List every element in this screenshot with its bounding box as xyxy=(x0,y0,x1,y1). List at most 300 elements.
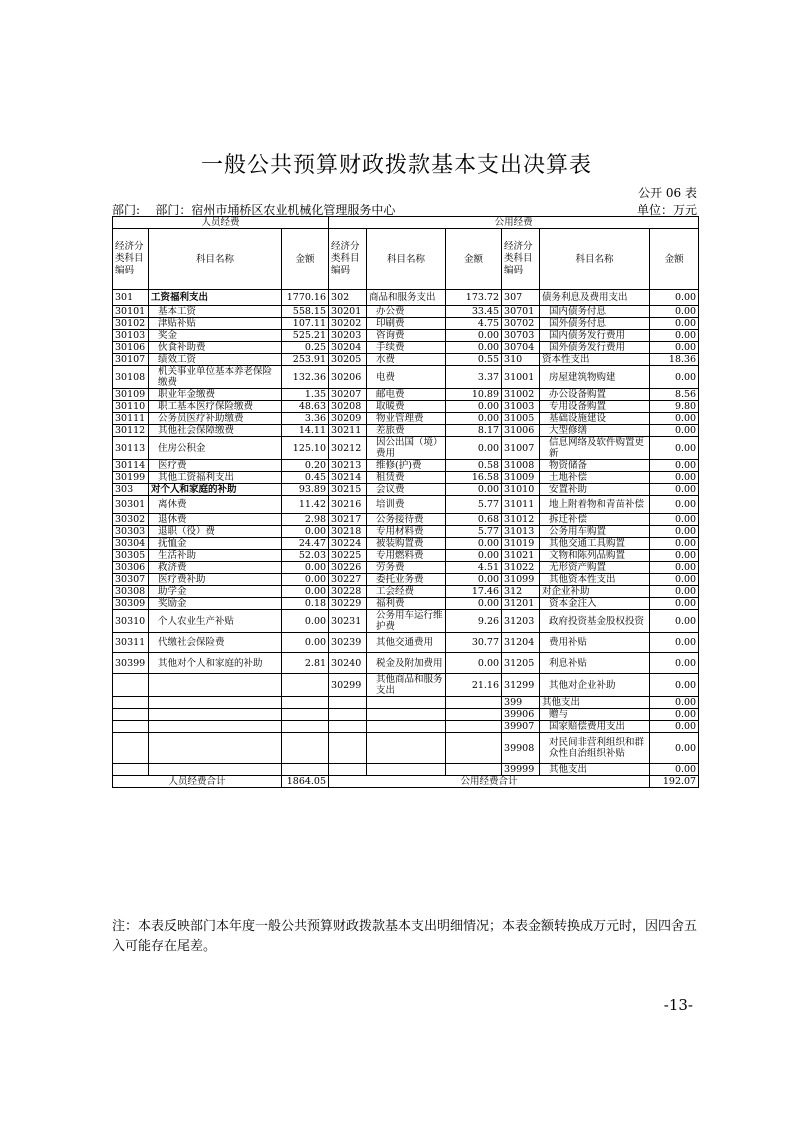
table-row xyxy=(113,550,699,562)
dept-name: 部门：宿州市埇桥区农业机械化管理服务中心 xyxy=(155,203,396,217)
row-item-name: 对民间非营利组织和群众性自治组织补贴 xyxy=(540,733,650,764)
row-item-name: 政府投资基金股权投资 xyxy=(540,610,650,633)
row-amount xyxy=(446,764,502,776)
row-item-name: 其他商品和服务支出 xyxy=(367,674,446,697)
row-code: 303 xyxy=(113,484,149,496)
row-code: 30103 xyxy=(113,330,149,342)
row-item-name: 救济费 xyxy=(149,562,282,574)
row-code: 30307 xyxy=(113,574,149,586)
row-amount: 0.58 xyxy=(446,460,502,472)
row-amount: 0.00 xyxy=(650,472,699,484)
row-code xyxy=(329,733,367,764)
row-item-name: 公务用车购置 xyxy=(540,526,650,538)
row-code xyxy=(113,709,149,721)
row-amount: 0.00 xyxy=(650,653,699,674)
table-row xyxy=(113,472,699,484)
row-code: 30304 xyxy=(113,538,149,550)
row-item-name: 国外债务付息 xyxy=(540,318,650,330)
row-item-name: 退职（役）费 xyxy=(149,526,282,538)
row-item-name xyxy=(367,733,446,764)
row-amount: 0.00 xyxy=(650,586,699,598)
row-item-name: 债务利息及费用支出 xyxy=(540,290,650,306)
row-item-name: 生活补助 xyxy=(149,550,282,562)
table-body xyxy=(113,290,699,776)
table-row xyxy=(113,697,699,709)
row-code: 30305 xyxy=(113,550,149,562)
row-code: 31012 xyxy=(502,514,540,526)
row-amount: 0.00 xyxy=(650,290,699,306)
row-amount: 9.26 xyxy=(446,610,502,633)
row-item-name xyxy=(367,764,446,776)
row-amount: 132.36 xyxy=(282,366,329,389)
row-item-name xyxy=(149,733,282,764)
row-code: 31021 xyxy=(502,550,540,562)
row-code: 30308 xyxy=(113,586,149,598)
row-amount: 173.72 xyxy=(446,290,502,306)
row-code xyxy=(113,697,149,709)
row-amount: 0.55 xyxy=(446,354,502,366)
public-total-label: 公用经费合计 xyxy=(329,776,650,788)
row-code: 31007 xyxy=(502,437,540,460)
row-amount: 0.00 xyxy=(446,342,502,354)
row-code: 30228 xyxy=(329,586,367,598)
row-amount: 0.00 xyxy=(650,610,699,633)
row-item-name: 维修(护)费 xyxy=(367,460,446,472)
row-code: 30112 xyxy=(113,425,149,437)
row-amount xyxy=(446,721,502,733)
row-amount: 0.00 xyxy=(650,496,699,514)
table-row xyxy=(113,401,699,413)
row-item-name: 安置补助 xyxy=(540,484,650,496)
row-code: 30215 xyxy=(329,484,367,496)
row-amount: 0.00 xyxy=(650,562,699,574)
col-header-name: 科目名称 xyxy=(367,229,446,290)
row-amount: 525.21 xyxy=(282,330,329,342)
row-item-name: 伙食补助费 xyxy=(149,342,282,354)
row-code: 31009 xyxy=(502,472,540,484)
row-code: 31008 xyxy=(502,460,540,472)
row-item-name: 被装购置费 xyxy=(367,538,446,550)
row-item-name: 水费 xyxy=(367,354,446,366)
row-amount: 0.00 xyxy=(282,526,329,538)
row-item-name xyxy=(149,709,282,721)
row-item-name: 租赁费 xyxy=(367,472,446,484)
row-code: 39999 xyxy=(502,764,540,776)
row-amount: 0.00 xyxy=(282,586,329,598)
col-header-code: 经济分类科目编码 xyxy=(329,229,367,290)
row-item-name: 地上附着物和青苗补偿 xyxy=(540,496,650,514)
row-item-name: 土地补偿 xyxy=(540,472,650,484)
row-amount: 107.11 xyxy=(282,318,329,330)
row-amount: 0.00 xyxy=(650,764,699,776)
page-number: -13- xyxy=(663,996,693,1014)
table-row xyxy=(113,354,699,366)
row-item-name: 电费 xyxy=(367,366,446,389)
table-row xyxy=(113,514,699,526)
row-amount: 0.00 xyxy=(650,366,699,389)
row-amount: 0.00 xyxy=(446,598,502,610)
row-item-name: 专用材料费 xyxy=(367,526,446,538)
row-item-name: 个人农业生产补贴 xyxy=(149,610,282,633)
row-amount: 0.00 xyxy=(446,538,502,550)
row-item-name: 赠与 xyxy=(540,709,650,721)
row-amount: 0.45 xyxy=(282,472,329,484)
dept-label: 部门: xyxy=(112,203,141,217)
row-code: 30216 xyxy=(329,496,367,514)
row-amount xyxy=(446,733,502,764)
row-item-name: 差旅费 xyxy=(367,425,446,437)
row-code: 31001 xyxy=(502,366,540,389)
row-item-name: 其他交通费用 xyxy=(367,633,446,653)
row-item-name: 医疗费 xyxy=(149,460,282,472)
row-code: 30702 xyxy=(502,318,540,330)
row-amount: 558.15 xyxy=(282,306,329,318)
row-amount xyxy=(282,764,329,776)
table-row xyxy=(113,526,699,538)
row-code: 30701 xyxy=(502,306,540,318)
row-item-name: 其他支出 xyxy=(540,764,650,776)
table-row xyxy=(113,709,699,721)
row-code xyxy=(329,709,367,721)
col-header-code: 经济分类科目编码 xyxy=(113,229,149,290)
row-item-name: 办公费 xyxy=(367,306,446,318)
row-amount: 253.91 xyxy=(282,354,329,366)
row-code: 30208 xyxy=(329,401,367,413)
row-code: 30202 xyxy=(329,318,367,330)
row-code: 30205 xyxy=(329,354,367,366)
row-code: 31203 xyxy=(502,610,540,633)
table-row xyxy=(113,437,699,460)
table-row xyxy=(113,586,699,598)
row-code: 30107 xyxy=(113,354,149,366)
row-item-name: 会议费 xyxy=(367,484,446,496)
row-item-name: 国家赔偿费用支出 xyxy=(540,721,650,733)
col-header-amount: 金额 xyxy=(282,229,329,290)
table-row xyxy=(113,610,699,633)
row-code xyxy=(113,721,149,733)
table-row xyxy=(113,653,699,674)
public-total: 192.07 xyxy=(650,776,699,788)
row-amount: 8.17 xyxy=(446,425,502,437)
row-item-name: 资本金注入 xyxy=(540,598,650,610)
row-code: 30102 xyxy=(113,318,149,330)
row-code: 30227 xyxy=(329,574,367,586)
row-amount: 0.20 xyxy=(282,460,329,472)
row-amount: 0.25 xyxy=(282,342,329,354)
row-item-name: 公务员医疗补助缴费 xyxy=(149,413,282,425)
table-row xyxy=(113,290,699,306)
row-code: 30101 xyxy=(113,306,149,318)
row-code: 31205 xyxy=(502,653,540,674)
row-amount: 1.35 xyxy=(282,389,329,401)
row-code: 30218 xyxy=(329,526,367,538)
row-item-name: 物业管理费 xyxy=(367,413,446,425)
row-amount: 0.00 xyxy=(650,330,699,342)
row-code: 30108 xyxy=(113,366,149,389)
row-amount: 3.36 xyxy=(282,413,329,425)
row-item-name: 国内债务付息 xyxy=(540,306,650,318)
row-code: 30310 xyxy=(113,610,149,633)
row-code: 30301 xyxy=(113,496,149,514)
row-code: 39907 xyxy=(502,721,540,733)
row-item-name: 基本工资 xyxy=(149,306,282,318)
row-item-name: 拆迁补偿 xyxy=(540,514,650,526)
table-row xyxy=(113,306,699,318)
row-code: 31006 xyxy=(502,425,540,437)
table-row xyxy=(113,484,699,496)
row-item-name xyxy=(367,697,446,709)
row-amount: 0.18 xyxy=(282,598,329,610)
row-code: 30306 xyxy=(113,562,149,574)
row-code: 31011 xyxy=(502,496,540,514)
row-item-name: 津贴补贴 xyxy=(149,318,282,330)
row-item-name: 公务接待费 xyxy=(367,514,446,526)
row-amount: 16.58 xyxy=(446,472,502,484)
row-code: 30201 xyxy=(329,306,367,318)
row-item-name: 对个人和家庭的补助 xyxy=(149,484,282,496)
row-code: 30703 xyxy=(502,330,540,342)
form-code: 公开 06 表 xyxy=(638,186,697,200)
row-item-name xyxy=(149,674,282,697)
row-code: 30240 xyxy=(329,653,367,674)
footnote: 注：本表反映部门本年度一般公共预算财政拨款基本支出明细情况；本表金额转换成万元时，因四舍五入可能存在尾差。 xyxy=(112,919,698,954)
row-amount: 0.00 xyxy=(282,562,329,574)
row-code: 39908 xyxy=(502,733,540,764)
row-code: 30311 xyxy=(113,633,149,653)
row-code: 30106 xyxy=(113,342,149,354)
table-row xyxy=(113,460,699,472)
row-item-name: 文物和陈列品购置 xyxy=(540,550,650,562)
row-amount: 0.00 xyxy=(650,437,699,460)
row-code: 30231 xyxy=(329,610,367,633)
row-item-name: 国外债务发行费用 xyxy=(540,342,650,354)
row-item-name xyxy=(149,697,282,709)
row-item-name: 工会经费 xyxy=(367,586,446,598)
row-amount: 2.98 xyxy=(282,514,329,526)
row-code: 31005 xyxy=(502,413,540,425)
row-item-name: 抚恤金 xyxy=(149,538,282,550)
row-code: 30206 xyxy=(329,366,367,389)
row-item-name: 对企业补助 xyxy=(540,586,650,598)
row-amount: 93.89 xyxy=(282,484,329,496)
table-row xyxy=(113,764,699,776)
row-code: 30110 xyxy=(113,401,149,413)
row-code: 31019 xyxy=(502,538,540,550)
table-row xyxy=(113,330,699,342)
row-item-name: 工资福利支出 xyxy=(149,290,282,306)
row-item-name: 职工基本医疗保险缴费 xyxy=(149,401,282,413)
row-amount xyxy=(282,733,329,764)
row-code: 30199 xyxy=(113,472,149,484)
row-code: 31204 xyxy=(502,633,540,653)
row-code: 39906 xyxy=(502,709,540,721)
row-item-name: 利息补贴 xyxy=(540,653,650,674)
row-item-name: 离休费 xyxy=(149,496,282,514)
table-row xyxy=(113,389,699,401)
row-amount: 4.51 xyxy=(446,562,502,574)
section-public: 公用经费 xyxy=(329,217,699,229)
row-code: 399 xyxy=(502,697,540,709)
row-code: 30224 xyxy=(329,538,367,550)
row-code: 31002 xyxy=(502,389,540,401)
row-code: 30229 xyxy=(329,598,367,610)
row-amount: 2.81 xyxy=(282,653,329,674)
table-row xyxy=(113,425,699,437)
row-item-name: 税金及附加费用 xyxy=(367,653,446,674)
row-amount xyxy=(282,709,329,721)
row-code xyxy=(329,721,367,733)
row-amount: 0.00 xyxy=(446,550,502,562)
row-item-name: 机关事业单位基本养老保险缴费 xyxy=(149,366,282,389)
row-item-name: 咨询费 xyxy=(367,330,446,342)
row-amount: 17.46 xyxy=(446,586,502,598)
row-item-name: 其他对个人和家庭的补助 xyxy=(149,653,282,674)
row-amount: 0.00 xyxy=(650,721,699,733)
row-code: 301 xyxy=(113,290,149,306)
row-item-name: 福利费 xyxy=(367,598,446,610)
row-amount: 11.42 xyxy=(282,496,329,514)
row-amount: 3.37 xyxy=(446,366,502,389)
row-amount: 52.03 xyxy=(282,550,329,562)
table-row xyxy=(113,674,699,697)
row-item-name xyxy=(149,764,282,776)
row-amount: 0.00 xyxy=(650,709,699,721)
row-code: 30212 xyxy=(329,437,367,460)
row-amount: 0.00 xyxy=(650,318,699,330)
row-item-name: 专用燃料费 xyxy=(367,550,446,562)
row-item-name: 其他社会保障缴费 xyxy=(149,425,282,437)
table-row xyxy=(113,633,699,653)
row-item-name: 其他支出 xyxy=(540,697,650,709)
row-amount xyxy=(446,697,502,709)
row-amount: 4.75 xyxy=(446,318,502,330)
row-code: 30203 xyxy=(329,330,367,342)
row-amount: 5.77 xyxy=(446,496,502,514)
row-item-name: 无形资产购置 xyxy=(540,562,650,574)
row-code: 30114 xyxy=(113,460,149,472)
row-item-name: 医疗费补助 xyxy=(149,574,282,586)
row-item-name: 取暖费 xyxy=(367,401,446,413)
row-item-name: 职业年金缴费 xyxy=(149,389,282,401)
row-item-name: 培训费 xyxy=(367,496,446,514)
row-item-name: 资本性支出 xyxy=(540,354,650,366)
row-amount: 0.00 xyxy=(446,574,502,586)
row-amount: 0.68 xyxy=(446,514,502,526)
row-code: 30204 xyxy=(329,342,367,354)
row-item-name: 助学金 xyxy=(149,586,282,598)
row-item-name: 其他工资福利支出 xyxy=(149,472,282,484)
row-amount: 0.00 xyxy=(650,413,699,425)
row-item-name xyxy=(149,721,282,733)
table-row xyxy=(113,318,699,330)
row-amount xyxy=(282,697,329,709)
row-amount xyxy=(282,674,329,697)
row-amount: 33.45 xyxy=(446,306,502,318)
row-item-name: 费用补贴 xyxy=(540,633,650,653)
row-amount: 125.10 xyxy=(282,437,329,460)
row-code: 30399 xyxy=(113,653,149,674)
row-amount: 0.00 xyxy=(282,633,329,653)
row-item-name xyxy=(367,721,446,733)
row-item-name: 房屋建筑物购建 xyxy=(540,366,650,389)
row-amount: 0.00 xyxy=(650,460,699,472)
personnel-total-label: 人员经费合计 xyxy=(113,776,282,788)
table-row xyxy=(113,366,699,389)
row-item-name: 因公出国（境）费用 xyxy=(367,437,446,460)
unit-label: 单位：万元 xyxy=(636,203,697,217)
row-amount: 5.77 xyxy=(446,526,502,538)
row-amount: 24.47 xyxy=(282,538,329,550)
row-code: 30207 xyxy=(329,389,367,401)
row-code: 31022 xyxy=(502,562,540,574)
row-amount: 0.00 xyxy=(650,425,699,437)
row-code: 30109 xyxy=(113,389,149,401)
row-amount: 0.00 xyxy=(650,633,699,653)
row-amount: 0.00 xyxy=(446,413,502,425)
row-code xyxy=(113,764,149,776)
col-header-name: 科目名称 xyxy=(540,229,650,290)
row-amount: 8.56 xyxy=(650,389,699,401)
row-item-name: 奖金 xyxy=(149,330,282,342)
row-amount: 0.00 xyxy=(650,538,699,550)
row-item-name: 其他资本性支出 xyxy=(540,574,650,586)
row-amount: 30.77 xyxy=(446,633,502,653)
row-code: 30113 xyxy=(113,437,149,460)
row-code: 30213 xyxy=(329,460,367,472)
row-item-name: 专用设备购置 xyxy=(540,401,650,413)
row-amount: 0.00 xyxy=(446,401,502,413)
col-header-code: 经济分类科目编码 xyxy=(502,229,540,290)
row-amount: 14.11 xyxy=(282,425,329,437)
row-item-name: 办公设备购置 xyxy=(540,389,650,401)
row-amount: 0.00 xyxy=(650,526,699,538)
row-code: 30211 xyxy=(329,425,367,437)
table-row xyxy=(113,496,699,514)
table-row xyxy=(113,342,699,354)
personnel-total: 1864.05 xyxy=(282,776,329,788)
row-amount: 0.00 xyxy=(282,574,329,586)
row-item-name: 代缴社会保险费 xyxy=(149,633,282,653)
row-item-name: 大型修缮 xyxy=(540,425,650,437)
row-amount: 0.00 xyxy=(650,674,699,697)
row-item-name: 住房公积金 xyxy=(149,437,282,460)
row-item-name: 印刷费 xyxy=(367,318,446,330)
row-code: 30302 xyxy=(113,514,149,526)
row-amount: 0.00 xyxy=(650,306,699,318)
row-amount: 0.00 xyxy=(650,697,699,709)
row-code: 31013 xyxy=(502,526,540,538)
row-code: 30217 xyxy=(329,514,367,526)
table-row xyxy=(113,413,699,425)
row-item-name: 其他交通工具购置 xyxy=(540,538,650,550)
row-code: 30226 xyxy=(329,562,367,574)
row-amount: 0.00 xyxy=(446,484,502,496)
row-item-name: 公务用车运行维护费 xyxy=(367,610,446,633)
row-amount: 0.00 xyxy=(446,437,502,460)
row-amount: 21.16 xyxy=(446,674,502,697)
row-amount: 0.00 xyxy=(282,610,329,633)
row-item-name: 手续费 xyxy=(367,342,446,354)
page-title: 一般公共预算财政拨款基本支出决算表 xyxy=(200,153,592,178)
row-amount: 0.00 xyxy=(446,330,502,342)
row-code: 31299 xyxy=(502,674,540,697)
row-code: 30303 xyxy=(113,526,149,538)
table-row xyxy=(113,598,699,610)
row-amount: 10.89 xyxy=(446,389,502,401)
row-item-name: 商品和服务支出 xyxy=(367,290,446,306)
row-code xyxy=(113,733,149,764)
row-amount: 1770.16 xyxy=(282,290,329,306)
